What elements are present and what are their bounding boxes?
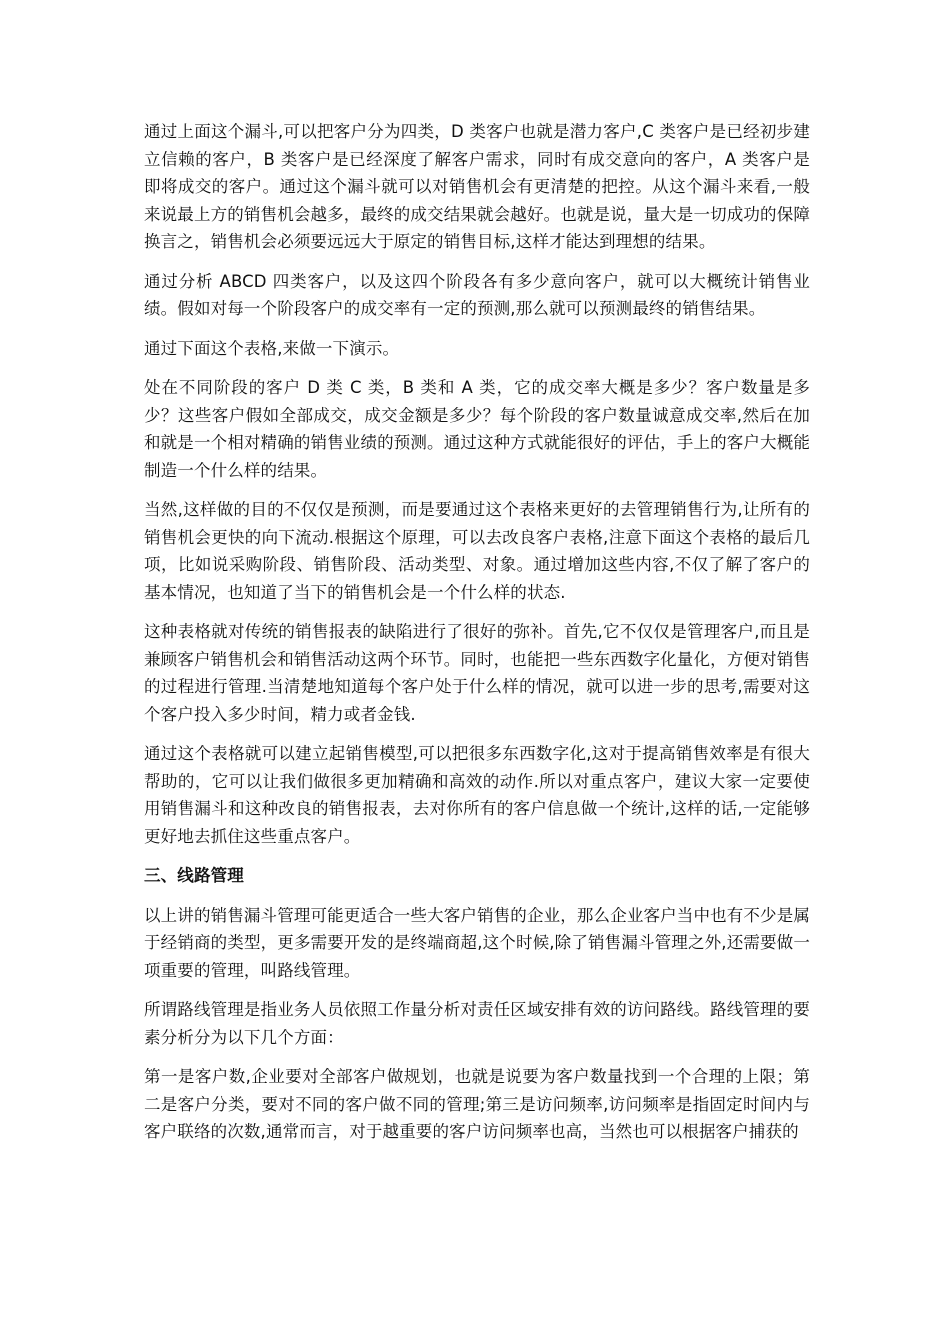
paragraph-route-elements: 第一是客户数,企业要对全部客户做规划，也就是说要为客户数量找到一个合理的上限；第二是客户分类，要对不同的客户做不同的管理;第三是访问频率,访问频率是指固定时间内与客户联络的次数,通常而言，对于越重要的客户访问频率也高，当然也可以根据客户捕获的 [144,1067,810,1141]
paragraph-stage-rates: 处在不同阶段的客户 D 类 C 类，B 类和 A 类，它的成交率大概是多少？客户数量是多少？这些客户假如全部成交，成交金额是多少？每个阶段的客户数量诚意成交率,然后在加和就是一个相对精确的销售业绩的预测。通过这种方式就能很好的评估，手上的客户大概能制造一个什么样的结果。 [144,378,810,480]
paragraph-route-intro: 以上讲的销售漏斗管理可能更适合一些大客户销售的企业，那么企业客户当中也有不少是属于经销商的类型，更多需要开发的是终端商超,这个时候,除了销售漏斗管理之外,还需要做一项重要的管理，叫路线管理。 [144,905,810,980]
paragraph-funnel-categories: 通过上面这个漏斗,可以把客户分为四类，D 类客户也就是潜力客户,C 类客户是已经初步建立信赖的客户，B 类客户是已经深度了解客户需求，同时有成交意向的客户，A 类客户是即将成交的客户。通过这个漏斗就可以对销售机会有更清楚的把控。从这个漏斗来看,一般来说最上方的销售机会越多，最终的成交结果就会越好。也就是说，量大是一切成功的保障换言之，销售机会必须要远远大于原定的销售目标,这样才能达到理想的结果。 [144,122,810,251]
paragraph-table-benefits: 这种表格就对传统的销售报表的缺陷进行了很好的弥补。首先,它不仅仅是管理客户,而且是兼顾客户销售机会和销售活动这两个环节。同时，也能把一些东西数字化量化，方便对销售的过程进行管理.当清楚地知道每个客户处于什么样的情况，就可以进一步的思考,需要对这个客户投入多少时间，精力或者金钱. [144,622,810,724]
paragraph-improve-table: 当然,这样做的目的不仅仅是预测，而是要通过这个表格来更好的去管理销售行为,让所有的销售机会更快的向下流动.根据这个原理，可以去改良客户表格,注意下面这个表格的最后几项，比如说采购阶段、销售阶段、活动类型、对象。通过增加这些内容,不仅了解了客户的基本情况，也知道了当下的销售机会是一个什么样的状态. [144,500,810,602]
paragraph-abcd-analysis: 通过分析 ABCD 四类客户，以及这四个阶段各有多少意向客户，就可以大概统计销售业绩。假如对每一个阶段客户的成交率有一定的预测,那么就可以预测最终的销售结果。 [144,271,810,318]
paragraph-table-demo: 通过下面这个表格,来做一下演示。 [144,338,400,358]
section-heading-route-management: 三、线路管理 [144,866,244,885]
paragraph-route-definition: 所谓路线管理是指业务人员依照工作量分析对责任区域安排有效的访问路线。路线管理的要素分析分为以下几个方面： [144,1000,810,1047]
paragraph-sales-model: 通过这个表格就可以建立起销售模型,可以把很多东西数字化,这对于提高销售效率是有很大帮助的，它可以让我们做很多更加精确和高效的动作.所以对重点客户，建议大家一定要使用销售漏斗和这种改良的销售报表，去对你所有的客户信息做一个统计,这样的话,一定能够更好地去抓住这些重点客户。 [144,744,810,846]
document-body [144,118,810,1158]
